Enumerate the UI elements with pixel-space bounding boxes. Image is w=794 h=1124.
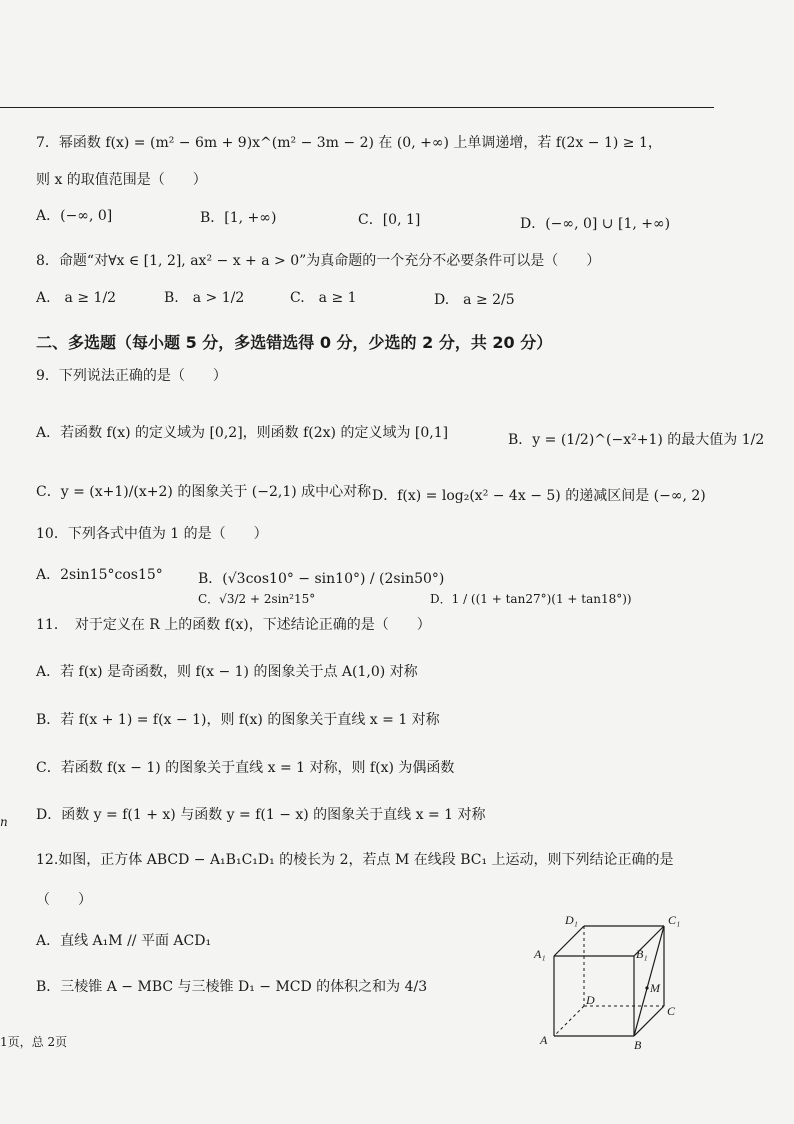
q11-option-d: D．函数 y = f(1 + x) 与函数 y = f(1 − x) 的图象关于直线 x = 1 对称 [36, 807, 486, 823]
hidden-edge-da [554, 1006, 584, 1036]
q9-option-b: B．y = (1/2)^(−x²+1) 的最大值为 1/2 [508, 432, 765, 448]
label-a1: A₁ [534, 947, 546, 961]
q7-stem-cont: 则 x 的取值范围是（ ） [36, 172, 207, 188]
q9-option-a: A．若函数 f(x) 的定义域为 [0,2]，则函数 f(2x) 的定义域为 [0,1] [36, 425, 449, 441]
q7-option-d: D．(−∞, 0] ∪ [1, +∞) [520, 216, 671, 232]
label-d: D [586, 993, 595, 1007]
q11-option-c: C．若函数 f(x − 1) 的图象关于直线 x = 1 对称，则 f(x) 为偶函数 [36, 760, 455, 776]
q12-option-b: B．三棱锥 A − MBC 与三棱锥 D₁ − MCD 的体积之和为 4/3 [36, 979, 428, 995]
q8-option-a: A. a ≥ 1/2 [36, 290, 117, 306]
q12-option-a: A．直线 A₁M // 平面 ACD₁ [36, 933, 212, 949]
section-2-heading: 二、多选题（每小题 5 分，多选错选得 0 分，少选的 2 分，共 20 分） [36, 333, 553, 352]
q11-stem: 11． 对于定义在 R 上的函数 f(x)，下述结论正确的是（ ） [36, 617, 431, 633]
q10-option-b: B．(√3cos10° − sin10°) / (2sin50°) [198, 571, 445, 587]
label-d1: D₁ [565, 913, 578, 927]
q8-stem: 8．命题“对∀x ∈ [1, 2], ax² − x + a > 0”为真命题的一个充分不必要条件可以是（ ） [36, 253, 601, 269]
q8-option-c: C. a ≥ 1 [290, 290, 357, 306]
q12-stem: 12.如图，正方体 ABCD − A₁B₁C₁D₁ 的棱长为 2，若点 M 在线段 BC₁ 上运动，则下列结论正确的是 [36, 852, 674, 868]
cube-figure [530, 908, 700, 1053]
q10-option-d: D．1 / ((1 + tan27°)(1 + tan18°)) [430, 592, 632, 606]
label-a: A [540, 1033, 548, 1047]
q7-stem: 7．幂函数 f(x) = (m² − 6m + 9)x^(m² − 3m − 2) 在 (0, +∞) 上单调递增，若 f(2x − 1) ≥ 1， [36, 135, 662, 151]
label-c1: C₁ [668, 913, 681, 927]
label-c: C [667, 1004, 676, 1018]
q10-stem: 10．下列各式中值为 1 的是（ ） [36, 526, 268, 542]
label-m: M [650, 981, 660, 995]
q9-option-d: D．f(x) = log₂(x² − 4x − 5) 的递减区间是 (−∞, 2) [372, 488, 706, 504]
q8-option-b: B. a > 1/2 [164, 290, 245, 306]
edge-a1d1 [554, 926, 584, 956]
q12-answer-paren: （ ） [36, 892, 92, 908]
q9-stem: 9．下列说法正确的是（ ） [36, 368, 227, 384]
q7-option-c: C．[0, 1] [358, 212, 421, 228]
q9-option-c: C．y = (x+1)/(x+2) 的图象关于 (−2,1) 成中心对称 [36, 484, 372, 500]
point-m [645, 986, 648, 989]
label-b: B [634, 1038, 642, 1052]
label-b1: B₁ [636, 947, 648, 961]
margin-mark: n [0, 815, 8, 829]
header-rule [0, 107, 714, 108]
q10-option-a: A．2sin15°cos15° [36, 567, 163, 583]
q11-option-b: B．若 f(x + 1) = f(x − 1)，则 f(x) 的图象关于直线 x = 1 对称 [36, 712, 440, 728]
q7-option-b: B．[1, +∞) [200, 210, 277, 226]
q11-option-a: A．若 f(x) 是奇函数，则 f(x − 1) 的图象关于点 A(1,0) 对称 [36, 664, 418, 680]
q7-option-a: A．(−∞, 0] [36, 208, 113, 224]
page-footer: 1页，总 2页 [0, 1035, 68, 1049]
q10-option-c: C．√3/2 + 2sin²15° [198, 592, 316, 606]
q8-option-d: D. a ≥ 2/5 [434, 292, 515, 308]
